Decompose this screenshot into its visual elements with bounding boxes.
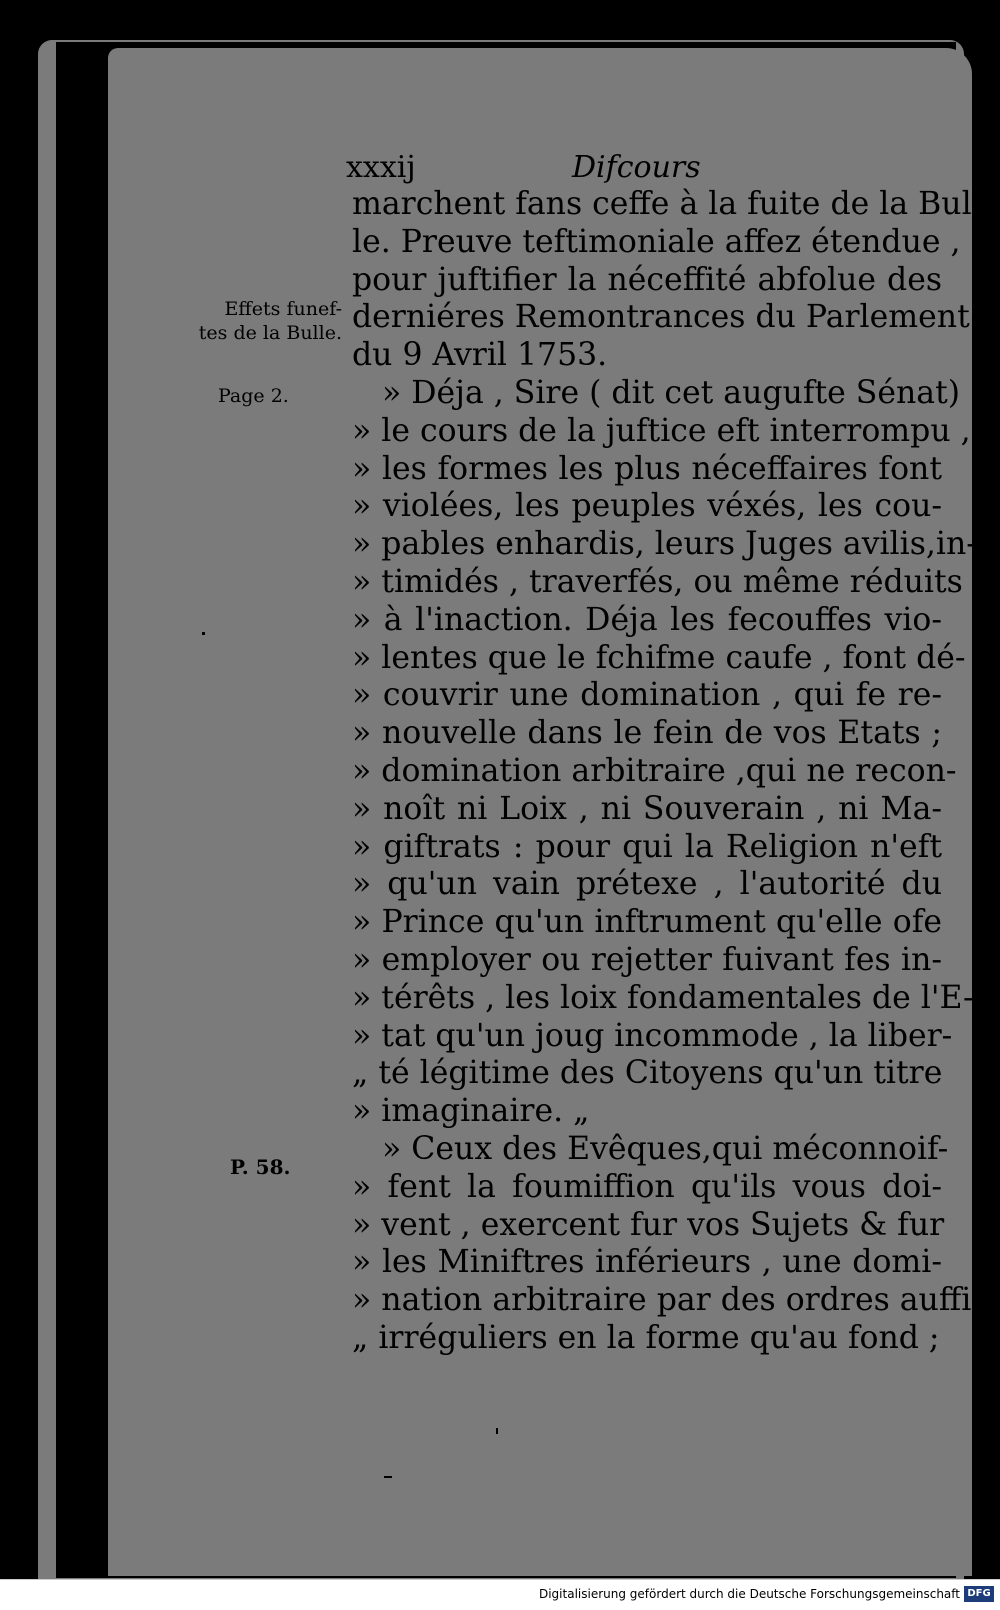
text-line: » qu'un vain prétexe , l'autorité du: [352, 866, 942, 903]
text-line: » Ceux des Evêques,qui méconnoif-: [382, 1130, 949, 1167]
text-line: » employer ou rejetter fuivant fes in-: [352, 941, 942, 978]
text-line: » le cours de la juftice eft interrompu ,: [352, 412, 971, 449]
text-line: » les Miniftres inférieurs , une domi-: [352, 1244, 942, 1281]
margin-note-page-ref: Page 2.: [218, 385, 289, 407]
scan-speck: [202, 632, 205, 635]
running-title: Difcours: [572, 150, 701, 185]
text-line: » tat qu'un joug incommode , la liber-: [352, 1017, 953, 1054]
margin-note-page-ref: P. 58.: [230, 1155, 291, 1179]
folio-number: xxxij: [346, 150, 416, 185]
scan-speck: [496, 1428, 498, 1434]
page-header: [346, 150, 816, 186]
funding-credit: Digitalisierung gefördert durch die Deutsche Forschungsgemeinschaft: [538, 1587, 960, 1601]
text-line: » pables enhardis, leurs Juges avilis,in-: [352, 526, 977, 563]
text-line: » domination arbitraire ,qui ne recon-: [352, 752, 957, 789]
text-line: „ té légitime des Citoyens qu'un titre: [352, 1055, 943, 1092]
margin-note-effets: [176, 297, 342, 345]
text-line: » Prince qu'un inftrument qu'elle ofe: [352, 904, 942, 941]
text-line: du 9 Avril 1753.: [352, 337, 608, 374]
text-line: » giftrats : pour qui la Religion n'eft: [352, 828, 942, 865]
text-line: » noît ni Loix , ni Souverain , ni Ma-: [352, 790, 942, 827]
text-line: » à l'inaction. Déja les fecouffes vio-: [352, 601, 942, 638]
text-line: derniéres Remontrances du Parlement: [352, 299, 970, 336]
text-line: » vent , exercent fur vos Sujets & fur: [352, 1206, 945, 1243]
text-line: » violées, les peuples véxés, les cou-: [352, 488, 942, 525]
margin-note-line: tes de la Bulle.: [198, 322, 342, 344]
page-edge-line: [94, 48, 100, 1576]
text-line: pour juftifier la néceffité abfolue des: [352, 261, 942, 298]
dfg-logo: DFG: [964, 1586, 994, 1602]
text-line: » imaginaire. „: [352, 1093, 590, 1130]
digitization-footer: [0, 1579, 1000, 1610]
text-line: » nation arbitraire par des ordres auffi: [352, 1282, 972, 1319]
scan-speck: [384, 1476, 392, 1478]
text-line: marchent fans ceffe à la fuite de la Bul-: [352, 186, 983, 222]
text-line: » couvrir une domination , qui fe re-: [352, 677, 942, 714]
page-edge-line: [82, 48, 85, 1576]
page-edge-line: [66, 48, 70, 1576]
margin-note-line: Effets funef-: [224, 298, 342, 320]
text-line: » timidés , traverfés, ou même réduits: [352, 563, 963, 600]
text-line: » Déja , Sire ( dit cet augufte Sénat): [382, 374, 961, 411]
text-line: » fent la foumiffion qu'ils vous doi-: [352, 1168, 942, 1205]
text-line: » nouvelle dans le fein de vos Etats ;: [352, 715, 942, 752]
text-line: » lentes que le fchifme caufe , font dé-: [352, 639, 966, 676]
text-line: le. Preuve teftimoniale affez étendue ,: [352, 223, 961, 260]
text-line: » les formes les plus néceffaires font: [352, 450, 942, 487]
text-line: » térêts , les loix fondamentales de l'E-: [352, 979, 974, 1016]
body-text: [352, 186, 983, 1358]
text-line: „ irréguliers en la forme qu'au fond ;: [352, 1319, 940, 1356]
